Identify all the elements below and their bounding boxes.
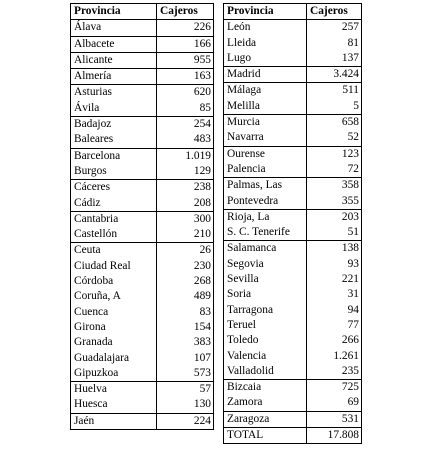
province-cell: Álava bbox=[71, 20, 157, 36]
atm-count-cell: 383 bbox=[157, 335, 214, 350]
province-cell: Valencia bbox=[224, 349, 307, 364]
province-cell: Zamora bbox=[224, 395, 307, 411]
province-cell: Toledo bbox=[224, 333, 307, 348]
table-row bbox=[71, 211, 214, 227]
province-cell: Soria bbox=[224, 287, 307, 302]
province-cell: Ciudad Real bbox=[71, 259, 157, 274]
atms-header: Cajeros bbox=[157, 4, 214, 20]
atms-header: Cajeros bbox=[307, 4, 362, 20]
province-cell: Salamanca bbox=[224, 241, 307, 257]
province-cell: Ceuta bbox=[71, 243, 157, 259]
atm-count-cell: 955 bbox=[157, 52, 214, 68]
province-cell: Segovia bbox=[224, 257, 307, 272]
province-cell: Ourense bbox=[224, 146, 307, 162]
atm-count-cell: 620 bbox=[157, 85, 214, 101]
province-cell: Teruel bbox=[224, 318, 307, 333]
atm-count-cell: 57 bbox=[157, 382, 214, 398]
table-row bbox=[224, 146, 362, 162]
province-cell: Lleida bbox=[224, 36, 307, 51]
province-cell: Asturias bbox=[71, 85, 157, 101]
province-cell: Bizcaia bbox=[224, 380, 307, 396]
atm-count-cell: 658 bbox=[307, 115, 362, 131]
atm-count-cell: 93 bbox=[307, 257, 362, 272]
atm-count-cell: 531 bbox=[307, 411, 362, 427]
atm-count-cell: 235 bbox=[307, 364, 362, 380]
table-row bbox=[71, 335, 214, 350]
atm-count-cell: 17.808 bbox=[307, 428, 362, 444]
table-row bbox=[71, 382, 214, 398]
table-row bbox=[71, 196, 214, 212]
table-row bbox=[71, 397, 214, 413]
table-row bbox=[224, 225, 362, 241]
province-cell: Huesca bbox=[71, 397, 157, 413]
province-cell: Granada bbox=[71, 335, 157, 350]
province-cell: Girona bbox=[71, 320, 157, 335]
province-cell: Huelva bbox=[71, 382, 157, 398]
atm-count-cell: 226 bbox=[157, 20, 214, 36]
table-row bbox=[71, 289, 214, 304]
province-cell: Barcelona bbox=[71, 148, 157, 164]
province-cell: Lugo bbox=[224, 51, 307, 67]
table-row bbox=[224, 99, 362, 115]
table-row bbox=[224, 303, 362, 318]
atm-count-cell: 138 bbox=[307, 241, 362, 257]
atm-count-cell: 129 bbox=[157, 164, 214, 180]
atm-count-cell: 203 bbox=[307, 209, 362, 225]
province-cell: Tarragona bbox=[224, 303, 307, 318]
atm-count-cell: 83 bbox=[157, 305, 214, 320]
table-row bbox=[224, 83, 362, 99]
province-cell: Baleares bbox=[71, 132, 157, 148]
province-cell: Palmas, Las bbox=[224, 178, 307, 194]
table-row bbox=[71, 148, 214, 164]
atm-count-cell: 573 bbox=[157, 366, 214, 382]
atm-count-cell: 94 bbox=[307, 303, 362, 318]
table-row bbox=[224, 241, 362, 257]
province-cell: Málaga bbox=[224, 83, 307, 99]
atm-count-cell: 77 bbox=[307, 318, 362, 333]
table-row bbox=[224, 333, 362, 348]
table-row bbox=[71, 243, 214, 259]
province-cell: Córdoba bbox=[71, 274, 157, 289]
atm-count-cell: 26 bbox=[157, 243, 214, 259]
table-row bbox=[224, 194, 362, 210]
atm-count-cell: 81 bbox=[307, 36, 362, 51]
table-row bbox=[224, 272, 362, 287]
atm-count-cell: 51 bbox=[307, 225, 362, 241]
table-row bbox=[71, 52, 214, 68]
atm-count-cell: 355 bbox=[307, 194, 362, 210]
total-row bbox=[224, 428, 362, 444]
province-cell: Castellón bbox=[71, 227, 157, 243]
atm-count-cell: 221 bbox=[307, 272, 362, 287]
table-row bbox=[71, 20, 214, 36]
atm-count-cell: 725 bbox=[307, 380, 362, 396]
atm-count-cell: 137 bbox=[307, 51, 362, 67]
table-row bbox=[71, 36, 214, 52]
atm-table-right bbox=[223, 3, 362, 444]
atm-count-cell: 208 bbox=[157, 196, 214, 212]
atm-count-cell: 107 bbox=[157, 351, 214, 366]
atm-count-cell: 254 bbox=[157, 117, 214, 133]
table-row bbox=[224, 380, 362, 396]
table-row bbox=[224, 257, 362, 272]
table-row bbox=[224, 51, 362, 67]
province-cell: Jaén bbox=[71, 413, 157, 429]
atm-count-cell: 257 bbox=[307, 20, 362, 36]
province-cell: Coruña, A bbox=[71, 289, 157, 304]
atm-count-cell: 230 bbox=[157, 259, 214, 274]
atm-count-cell: 224 bbox=[157, 413, 214, 429]
table-row bbox=[224, 20, 362, 36]
atm-count-cell: 511 bbox=[307, 83, 362, 99]
table-row bbox=[224, 364, 362, 380]
table-row bbox=[224, 115, 362, 131]
province-cell: Palencia bbox=[224, 162, 307, 178]
table-row bbox=[71, 164, 214, 180]
atm-count-cell: 489 bbox=[157, 289, 214, 304]
province-cell: TOTAL bbox=[224, 428, 307, 444]
table-row bbox=[71, 259, 214, 274]
province-cell: Cantabria bbox=[71, 211, 157, 227]
table-row bbox=[224, 36, 362, 51]
table-row bbox=[71, 101, 214, 117]
table-row bbox=[71, 132, 214, 148]
table-row bbox=[71, 274, 214, 289]
atm-count-cell: 483 bbox=[157, 132, 214, 148]
table-row bbox=[224, 349, 362, 364]
province-cell: Ávila bbox=[71, 101, 157, 117]
table-row bbox=[71, 180, 214, 196]
atm-count-cell: 31 bbox=[307, 287, 362, 302]
province-cell: Almería bbox=[71, 69, 157, 85]
atm-count-cell: 85 bbox=[157, 101, 214, 117]
table-row bbox=[71, 85, 214, 101]
province-cell: S. C. Tenerife bbox=[224, 225, 307, 241]
atm-count-cell: 238 bbox=[157, 180, 214, 196]
province-cell: Navarra bbox=[224, 130, 307, 146]
province-cell: Cáceres bbox=[71, 180, 157, 196]
table-row bbox=[224, 318, 362, 333]
atm-count-cell: 123 bbox=[307, 146, 362, 162]
atm-count-cell: 358 bbox=[307, 178, 362, 194]
atm-count-cell: 210 bbox=[157, 227, 214, 243]
atm-count-cell: 5 bbox=[307, 99, 362, 115]
atm-count-cell: 1.261 bbox=[307, 349, 362, 364]
table-body-left bbox=[71, 20, 214, 430]
province-cell: Guadalajara bbox=[71, 351, 157, 366]
province-cell: Alicante bbox=[71, 52, 157, 68]
table-row bbox=[71, 413, 214, 429]
header-row bbox=[224, 4, 362, 20]
province-cell: Madrid bbox=[224, 67, 307, 83]
table-row bbox=[71, 69, 214, 85]
atm-count-cell: 163 bbox=[157, 69, 214, 85]
atm-count-cell: 268 bbox=[157, 274, 214, 289]
table-row bbox=[71, 366, 214, 382]
table-row bbox=[224, 411, 362, 427]
province-header: Provincia bbox=[224, 4, 307, 20]
header-row bbox=[71, 4, 214, 20]
table-row bbox=[224, 130, 362, 146]
province-cell: Pontevedra bbox=[224, 194, 307, 210]
province-cell: Burgos bbox=[71, 164, 157, 180]
table-row bbox=[224, 162, 362, 178]
atm-count-cell: 3.424 bbox=[307, 67, 362, 83]
table-row bbox=[71, 117, 214, 133]
province-cell: Cádiz bbox=[71, 196, 157, 212]
atm-count-cell: 166 bbox=[157, 36, 214, 52]
province-header: Provincia bbox=[71, 4, 157, 20]
province-cell: Albacete bbox=[71, 36, 157, 52]
atm-table-left bbox=[70, 3, 214, 430]
table-row bbox=[71, 305, 214, 320]
province-cell: Gipuzkoa bbox=[71, 366, 157, 382]
province-cell: Murcia bbox=[224, 115, 307, 131]
table-row bbox=[224, 395, 362, 411]
table-body-right bbox=[224, 20, 362, 444]
atm-count-cell: 1.019 bbox=[157, 148, 214, 164]
atm-count-cell: 72 bbox=[307, 162, 362, 178]
province-cell: León bbox=[224, 20, 307, 36]
table-row bbox=[224, 67, 362, 83]
atm-count-cell: 300 bbox=[157, 211, 214, 227]
atm-count-cell: 266 bbox=[307, 333, 362, 348]
table-row bbox=[71, 351, 214, 366]
province-cell: Valladolid bbox=[224, 364, 307, 380]
table-row bbox=[71, 320, 214, 335]
province-cell: Melilla bbox=[224, 99, 307, 115]
table-row bbox=[224, 209, 362, 225]
province-cell: Rioja, La bbox=[224, 209, 307, 225]
province-cell: Badajoz bbox=[71, 117, 157, 133]
table-row bbox=[224, 287, 362, 302]
table-row bbox=[224, 178, 362, 194]
atm-count-cell: 154 bbox=[157, 320, 214, 335]
province-cell: Zaragoza bbox=[224, 411, 307, 427]
atm-count-cell: 52 bbox=[307, 130, 362, 146]
table-row bbox=[71, 227, 214, 243]
atm-count-cell: 130 bbox=[157, 397, 214, 413]
province-cell: Sevilla bbox=[224, 272, 307, 287]
province-cell: Cuenca bbox=[71, 305, 157, 320]
atm-count-cell: 69 bbox=[307, 395, 362, 411]
